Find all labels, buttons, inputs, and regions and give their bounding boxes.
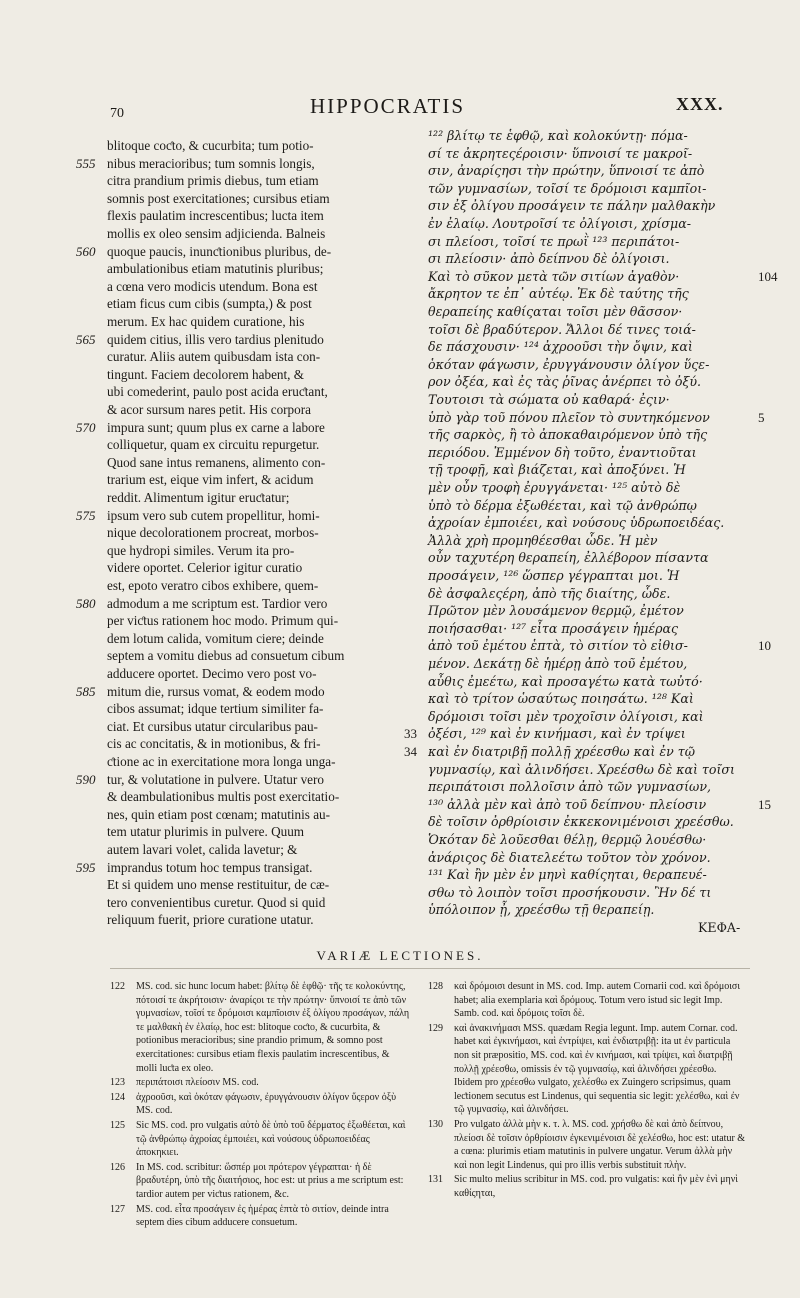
note-number: 129 <box>428 1022 443 1034</box>
latin-line: ipsum vero sub cutem propellitur, homi- <box>107 507 320 523</box>
latin-line: imprandus totum hoc tempus transigat. <box>107 859 313 875</box>
greek-line: σι πλείοσι, τοῖσί τε πρωῒ ¹²³ περιπάτοι- <box>428 233 680 249</box>
note-number: 123 <box>110 1077 125 1089</box>
latin-line: cibos assumat; idque tertium similiter fa- <box>107 701 324 717</box>
greek-line: σθω τὸ λοιπὸν τοῖσι προσήκουσιν. Ἢν δέ τι <box>428 884 712 900</box>
greek-line: ¹³⁰ ἀλλὰ μὲν καὶ ἀπὸ τοῦ δείπνου· πλείοσιν <box>428 796 707 812</box>
greek-line: θεραπείης καθίςαται τοῖσι μὲν θᾶσσον· <box>428 304 683 319</box>
note-text: Sic MS. cod. pro vulgatis αὐτὸ δὲ ὑπὸ τοῦ δέρματος ἐξωθέεται, καὶ τῷ ἀνθρώπῳ ἀχροίας ἐμποιέει, καὶ νούσους ὑδρωποειδέας ἀποκηκιει. <box>136 1119 406 1159</box>
note-text: MS. cod. sic hunc locum habet: βλίτῳ δὲ ἑφθῷ· τῆς τε κολοκύντης, πότοισί τε ἀκρήτοισιν· ἀναρίςοι τε τὴν πρώτην· ὕπνοισί τε ἀπὸ τῶν γυμνασίων, τοῖσί τε δρόμοισι καμπῖοισιν ἐξ ὀλίγου προσάγων, πάλη τε μαλθακὴ ἐν ἐλαίῳ, hoc est: blitoque coƈto, & cucurbita, & potionibus meracioribus; sine prandio primum, & somno post exercitationes: cursibus etiam flexis paulatim increscentibus, & molli luƈta ex oleo. <box>136 981 410 1074</box>
latin-line-number: 560 <box>76 243 96 259</box>
latin-line: & deambulationibus multis post exercitatio- <box>107 789 340 805</box>
latin-line: ciat. Et cursibus utatur circularibus pau- <box>107 718 318 734</box>
latin-line: dem lotum calida, vomitum ciere; deinde <box>107 630 324 646</box>
greek-line: ποιήσασθαι· ¹²⁷ εἶτα προσάγειν ἡμέρας <box>428 620 679 636</box>
greek-line: αὖθις ἐμεέτω, καὶ προσαγέτω κατὰ τωὐτό· <box>428 673 703 689</box>
latin-line: que hydropi similes. Verum ita pro- <box>107 542 295 558</box>
latin-line: autem lavari volet, calida lavetur; & <box>107 842 298 857</box>
latin-line-number: 585 <box>76 683 96 699</box>
latin-line: tingunt. Faciem decolorem habent, & <box>107 366 305 382</box>
greek-line: προσάγειν, ¹²⁶ ὥσπερ γέγραπται μοι. Ἡ <box>428 568 680 583</box>
greek-line: Ἀλλὰ χρὴ προμηθέεσθαι ὧδε. Ἡ μὲν <box>428 532 658 548</box>
greek-line: σί τε ἀκρητεςέροισιν· ὕπνοισί τε μακροῖ- <box>428 145 693 161</box>
greek-line: ΚΕΦΑ- <box>698 920 741 935</box>
latin-line: reliquum fuerit, priore curatione utatur. <box>107 912 314 928</box>
page-number: 70 <box>110 106 124 121</box>
variant-note <box>110 1119 412 1160</box>
variant-note <box>428 1118 746 1172</box>
greek-line: δε πάσχουσιν· ¹²⁴ ἀχροοῦσι τὴν ὄψιν, καὶ <box>428 339 693 355</box>
latin-line: ƈtione ac in exercitatione mora longa unga- <box>107 754 336 769</box>
note-text: περιπάτοισι πλείοσιν MS. cod. <box>136 1077 259 1089</box>
latin-line: ambulationibus etiam matutinis pluribus; <box>107 261 324 277</box>
greek-line: ἀνάριςος δὲ διατελεέτω τοῦτον τὸν χρόνον. <box>428 849 711 865</box>
note-number: 130 <box>428 1118 443 1130</box>
note-number: 122 <box>110 981 125 992</box>
latin-line: & acor sursum nares petit. His corpora <box>107 402 311 417</box>
greek-line: Καὶ τὸ σῦκον μετὰ τῶν σιτίων ἀγαθὸν· <box>428 268 680 284</box>
greek-line: ¹²² βλίτῳ τε ἑφθῷ, καὶ κολοκύντῃ· πόμα- <box>428 128 688 143</box>
latin-line: est, epoto veratro cibos exhibere, quem- <box>107 578 319 593</box>
latin-line-number: 580 <box>76 595 96 611</box>
latin-line-number: 575 <box>76 507 96 523</box>
latin-line: tem utatur plurimis in pulvere. Quum <box>107 824 305 840</box>
greek-line: μὲν οὖν τροφὴ ἐρυγγάνεται· ¹²⁵ αὐτὸ δὲ <box>428 480 681 495</box>
greek-line: ὑπὸ γὰρ τοῦ πόνου πλεῖον τὸ συντηκόμενον <box>428 409 710 425</box>
note-number: 127 <box>110 1203 125 1215</box>
note-text: καὶ δρόμοισι desunt in MS. cod. Imp. autem Cornarii cod. καὶ δρόμοισι habet; alia exemplaria καὶ δρόμους. Totum vero istud sic legit Imp. Samb. cod. καὶ δρόμοις τοῖσι δὲ. <box>454 981 741 1020</box>
note-text: MS. cod. εἶτα προσάγειν ἐς ἡμέρας ἑπτὰ τὸ σιτίον, deinde intra septem dies cibum adducere consuetum. <box>136 1203 389 1229</box>
latin-line-number: 590 <box>76 771 96 787</box>
latin-line: tero convenientibus curetur. Quod si quid <box>107 894 326 910</box>
greek-line: ρον ὀξέα, καὶ ἐς τὰς ῥῖνας ἀνέρπει τὸ ὀξύ. <box>428 374 702 390</box>
variant-note <box>428 1022 746 1117</box>
greek-line: Πρῶτον μὲν λουσάμενον θερμῷ, ἐμέτον <box>428 603 684 619</box>
greek-left-margin-number: 33 <box>404 726 417 742</box>
greek-line: ἐν ἐλαίῳ. Λουτροῖσί τε ὀλίγοισι, χρίσμα- <box>428 216 691 231</box>
latin-line: admodum a me scriptum est. Tardior vero <box>107 595 328 611</box>
latin-line: trarium est, eique vim infert, & acidum <box>107 472 314 488</box>
greek-line: περιπάτοισι πολλοῖσιν ἀπὸ τῶν γυμνασίων, <box>428 779 711 795</box>
greek-line: ὁκόταν φάγωσιν, ἐρυγγάνουσιν ὀλίγον ὕςε- <box>428 356 710 372</box>
greek-line: τῶν γυμνασίων, τοῖσί τε δρόμοισι καμπῖοι- <box>428 180 707 196</box>
greek-line: ὑπόλοιπον ᾖ, χρεέσθω τῇ θεραπείῃ. <box>428 902 655 918</box>
greek-line: τῆς σαρκὸς, ἢ τὸ ἀποκαθαιρόμενον ὑπὸ τῆς <box>428 427 708 443</box>
greek-line: τῇ τροφῇ, καὶ βιάζεται, καὶ ἀποξύνει. Ἡ <box>428 462 686 478</box>
greek-line: δὲ τοῖσιν ὀρθρίοισιν ἐκκεκονιμένοισι χρεέσθω. <box>428 814 734 830</box>
greek-line: γυμνασίῳ, καὶ ἀλινδήσει. Χρεέσθω δὲ καὶ τοῖσι <box>428 761 735 777</box>
greek-line: καὶ τὸ τρίτον ὡσαύτως ποιησάτω. ¹²⁸ Καὶ <box>428 691 694 707</box>
greek-right-margin-number: 10 <box>758 638 771 654</box>
note-number: 124 <box>110 1091 125 1103</box>
latin-line: nique decolorationem procreat, morbos- <box>107 525 319 541</box>
greek-line: οὖν ταχυτέρη θεραπείη, ἐλλέβορον πίσαντα <box>428 550 709 566</box>
greek-line: καὶ ἐν διατριβῇ πολλῇ χρέεσθω καὶ ἐν τῷ <box>428 744 696 759</box>
latin-line: citra prandium primis diebus, tum etiam <box>107 173 319 189</box>
greek-right-margin-number: 15 <box>758 796 771 812</box>
note-text: Pro vulgato ἀλλὰ μὴν κ. τ. λ. MS. cod. χρήσθω δὲ καὶ ἀπὸ δείπνου, πλείοσι δὲ τοῖσιν ὀρθρίοισιν ἐγκενιμένοισι δὲ χελέσθω, hoc est: utatur & a cœna: plurimis etiam matutinis in pulvere ungatur. Verum ἀλλὰ μὴν καὶ non legit Lindenus, qui pro illis verbis substituit πλὴν. <box>454 1118 746 1171</box>
greek-line: σιν ἐξ ὀλίγου προσάγειν τε πάλην μαλθακὴν <box>428 198 716 214</box>
latin-line: Quod sane intus remanens, alimento con- <box>107 454 326 470</box>
latin-line: cis ac concitatis, & in motionibus, & fri- <box>107 736 321 752</box>
latin-line: quoque paucis, inunƈtionibus pluribus, de- <box>107 243 332 259</box>
latin-line-number: 565 <box>76 331 96 347</box>
greek-line: σι πλείοσιν· ἀπὸ δείπνου δὲ ὀλίγοισι. <box>428 251 670 267</box>
greek-line: ἄκρητον τε ἐπ᾽ αὐτέῳ. Ἐκ δὲ ταύτης τῆς <box>428 286 689 302</box>
variant-note <box>110 1203 412 1230</box>
latin-line: per viƈtus rationem hoc modo. Primum qui- <box>107 613 339 629</box>
latin-line-number: 555 <box>76 155 96 171</box>
variant-note <box>110 980 412 1075</box>
latin-line: mitum die, rursus vomat, & eodem modo <box>107 683 325 699</box>
note-number: 126 <box>110 1161 125 1173</box>
latin-line: nibus meracioribus; tum somnis longis, <box>107 155 315 171</box>
greek-line: τοῖσι δὲ βραδύτερον. Ἄλλοι δέ τινες τοιά- <box>428 321 696 337</box>
latin-line-number: 570 <box>76 419 96 435</box>
latin-line: curatur. Aliis autem quibusdam ista con- <box>107 349 321 365</box>
latin-line: somnis post exercitationes; cursibus etiam <box>107 190 330 206</box>
greek-line: περιόδου. Ἐμμένον δὴ τοῦτο, ἐναντιοῦται <box>428 444 697 460</box>
section-divider <box>110 968 750 969</box>
greek-line: ὑπὸ τὸ δέρμα ἐξωθέεται, καὶ τῷ ἀνθρώπῳ <box>428 497 697 513</box>
latin-line: adducere oportet. Decimo vero post vo- <box>107 666 317 681</box>
variae-lectiones-title: VARIÆ LECTIONES. <box>316 948 484 963</box>
greek-right-margin-number: 104 <box>758 268 778 284</box>
variant-note <box>428 980 746 1021</box>
latin-line: a cœna vero modicis utendum. Bona est <box>107 278 318 294</box>
latin-line: mollis ex oleo sensim adjicienda. Balneis <box>107 226 326 241</box>
greek-line: Ὁκόταν δὲ λοῦεσθαι θέλῃ, θερμῷ λουέσθω· <box>428 832 707 847</box>
latin-line: ubi comederint, paulo post acida eruƈtant, <box>107 384 328 400</box>
latin-line: colliquetur, quam ex circuitu repurgetur. <box>107 437 320 453</box>
running-title: HIPPOCRATIS <box>310 94 466 118</box>
note-text: In MS. cod. scribitur: ὥσπέρ μοι πρότερον γέγραπται· ἡ δὲ βραδυτέρη, ὑπὸ τῆς διαιτήσιος, hoc est: ut prius a me scriptum est: tardior autem per viƈtus rationem, &c. <box>136 1161 404 1200</box>
greek-right-margin-number: 5 <box>758 409 765 425</box>
greek-line: δὲ ἀσφαλεςέρη, ἀπὸ τῆς διαίτης, ὧδε. <box>428 585 671 601</box>
greek-line: Τουτοισι τὰ σώματα οὐ καθαρά· ἐςιν· <box>428 392 670 407</box>
latin-line: quidem citius, illis vero tardius plenitudo <box>107 331 324 347</box>
variant-note <box>110 1091 412 1118</box>
latin-line: videre oportet. Celerior igitur curatio <box>107 560 303 576</box>
notes-right-column <box>428 980 746 1202</box>
notes-left-column <box>110 980 412 1231</box>
latin-line: reddit. Alimentum igitur eruƈtatur; <box>107 490 290 505</box>
latin-line: septem a vomitu diebus ad consuetum cibum <box>107 648 345 664</box>
section-number: XXX. <box>676 94 724 114</box>
latin-line: flexis paulatim increscentibus; lucta item <box>107 208 324 224</box>
variant-note <box>110 1161 412 1202</box>
latin-line: impura sunt; quum plus ex carne a labore <box>107 419 325 435</box>
latin-line-number: 595 <box>76 859 96 875</box>
latin-line: Et si quidem uno mense restituitur, de cæ- <box>107 877 330 893</box>
greek-line: δρόμοισι τοῖσι μὲν τροχοῖσιν ὀλίγοισι, καὶ <box>428 708 704 724</box>
note-number: 131 <box>428 1174 443 1186</box>
note-number: 125 <box>110 1119 125 1131</box>
note-text: καὶ ἀνακινήμασι MSS. quædam Regia legunt. Imp. autem Cornar. cod. habet καὶ ἐγκινήμασι, καὶ ἐντρίψει, καὶ ἐνδιατριβῇ: ita ut ἐν particula non sit præpositio, MS. cod. καὶ ἐν κινήμασι, καὶ τρίψει, καὶ διατριβῇ πολλῇ χρέεσθω, omissis ἐν τῷ γυμνασίῳ, καὶ ἀλινδήσει χρέεσθω. Ibidem pro χρέεσθω vulgato, χελέσθω ex Zuingero scripsimus, quam leƈtionem secutus est Lindenus, qui sequentia sic legit: χελέσθω, καὶ ἐν τῷ γυμνασίῳ, καὶ ἀλινδήσει. <box>454 1022 740 1116</box>
greek-line: ¹³¹ Καὶ ἢν μὲν ἐν μηνὶ καθίςηται, θεραπευέ- <box>428 867 707 883</box>
greek-left-margin-number: 34 <box>404 744 417 759</box>
note-number: 128 <box>428 981 443 992</box>
page-header <box>0 92 800 122</box>
greek-line: σιν, ἀναρίςησι τὴν πρώτην, ὕπνοισί τε ἀπὸ <box>428 163 705 179</box>
greek-line: ἀχροίαν ἐμποιέει, καὶ νούσους ὑδρωποειδέας. <box>428 515 725 531</box>
greek-line: μένον. Δεκάτῃ δὲ ἡμέρῃ ἀπὸ τοῦ ἐμέτου, <box>428 656 688 671</box>
latin-line: merum. Ex hac quidem curatione, his <box>107 314 305 329</box>
variant-note <box>110 1076 412 1090</box>
variant-note <box>428 1173 746 1200</box>
greek-line: ὀξέσι, ¹²⁹ καὶ ἐν κινήμασι, καὶ ἐν τρίψει <box>428 726 686 742</box>
latin-line: etiam ficus cum cibis (sumpta,) & post <box>107 296 312 312</box>
greek-line: ἀπὸ τοῦ ἐμέτου ἑπτὰ, τὸ σιτίον τὸ εἰθισ- <box>428 638 688 654</box>
latin-line: nes, quin etiam post cœnam; matutinis au- <box>107 806 331 822</box>
latin-line: blitoque coƈto, & cucurbita; tum potio- <box>107 138 314 153</box>
note-text: Sic multo melius scribitur in MS. cod. pro vulgatis: καὶ ἢν μὲν ἐνὶ μηνὶ καθίςηται, <box>454 1174 738 1199</box>
latin-line: tur, & volutatione in pulvere. Utatur vero <box>107 771 325 787</box>
note-text: ἀχροοῦσι, καὶ ὁκόταν φάγωσιν, ἐρυγγάνουσιν ὀλίγον ὕςερον ὀξὺ MS. cod. <box>136 1091 397 1117</box>
